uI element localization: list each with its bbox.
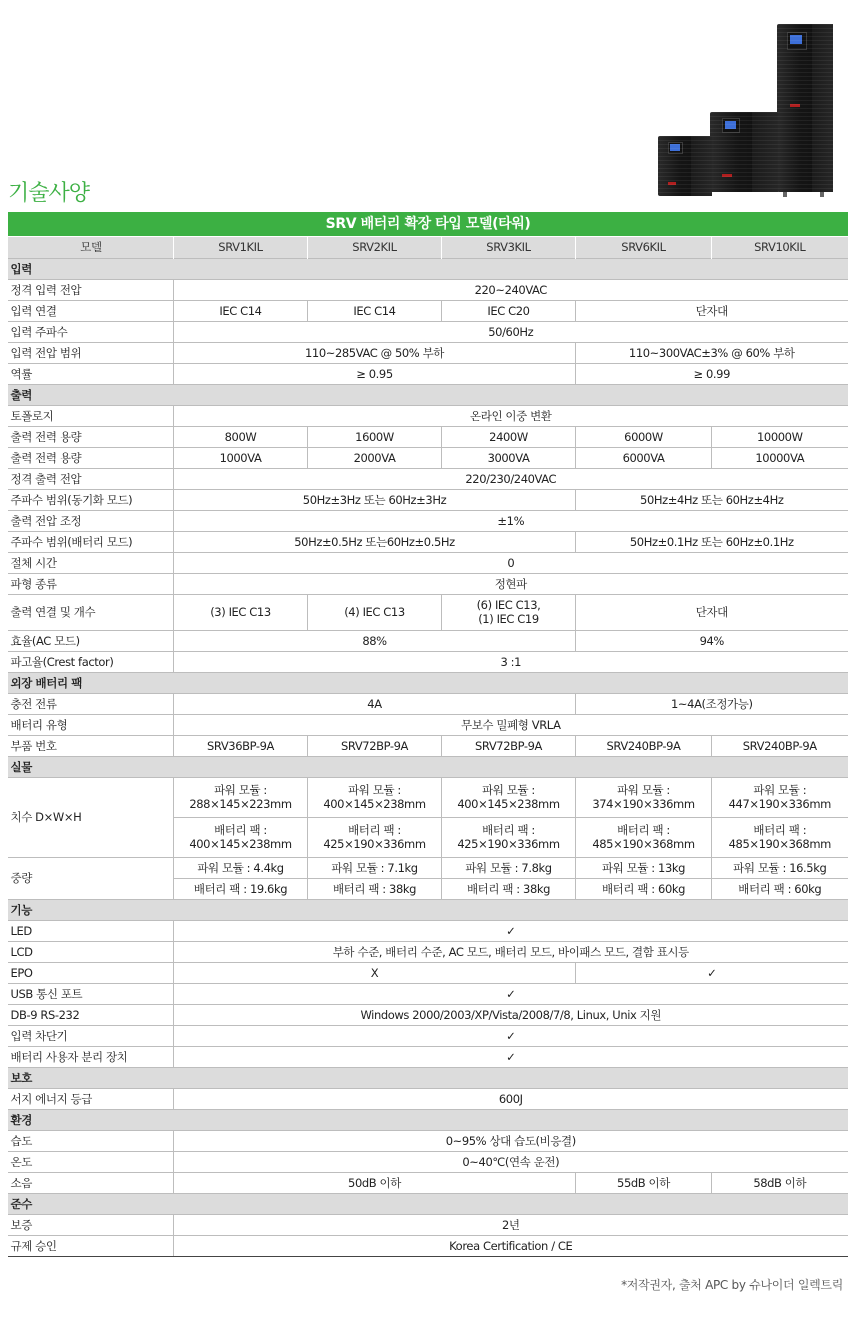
cell: 800W: [174, 426, 308, 447]
cell: 50Hz±0.1Hz 또는 60Hz±0.1Hz: [576, 531, 848, 552]
cell: (3) IEC C13: [174, 594, 308, 630]
cell: 배터리 팩 : 38kg: [442, 878, 576, 899]
cell: 파워 모듈 : 4.4kg: [174, 857, 308, 878]
cell-line: 배터리 팩 :: [753, 823, 807, 837]
row-label: 배터리 사용자 분리 장치: [8, 1046, 174, 1067]
section-row: [8, 384, 848, 405]
cell-line: 배터리 팩 :: [617, 823, 670, 837]
row-label: EPO: [8, 962, 174, 983]
header-cell: SRV3KIL: [442, 236, 576, 258]
cell: SRV240BP-9A: [576, 735, 712, 756]
row-label: 출력 전력 용량: [8, 447, 174, 468]
cell: 2000VA: [308, 447, 442, 468]
cell: 배터리 팩 : 60kg: [576, 878, 712, 899]
cell: 0~40℃(연속 운전): [174, 1151, 848, 1172]
cell: 단자대: [576, 594, 848, 630]
cell: 부하 수준, 배터리 수준, AC 모드, 배터리 모드, 바이패스 모드, 결함 표시등: [174, 941, 848, 962]
cell-multiline: [442, 594, 576, 630]
cell: IEC C14: [174, 300, 308, 321]
cell-line: (6) IEC C13,: [476, 598, 541, 612]
table-row: [8, 1235, 848, 1256]
row-label: 출력 전력 용량: [8, 426, 174, 447]
cell: SRV72BP-9A: [308, 735, 442, 756]
cell: 2년: [174, 1214, 848, 1235]
table-row: [8, 1172, 848, 1193]
table-row: [8, 1088, 848, 1109]
cell: 50dB 이하: [174, 1172, 576, 1193]
cell-line: 400×145×238mm: [457, 797, 560, 811]
check-icon: ✓: [576, 962, 848, 983]
table-row: [8, 279, 848, 300]
table-row: [8, 300, 848, 321]
cell: 1600W: [308, 426, 442, 447]
cell: 3 :1: [174, 651, 848, 672]
cell: 온라인 이중 변환: [174, 405, 848, 426]
cell: 110~285VAC @ 50% 부하: [174, 342, 576, 363]
row-label: 입력 전압 범위: [8, 342, 174, 363]
cell: 6000VA: [576, 447, 712, 468]
table-row: [8, 1214, 848, 1235]
product-image: [650, 20, 850, 200]
row-label: 서지 에너지 등급: [8, 1088, 174, 1109]
cell-line: 374×190×336mm: [592, 797, 695, 811]
cell: 배터리 팩 : 19.6kg: [174, 878, 308, 899]
cell-multiline: [576, 777, 712, 817]
cell-line: 485×190×368mm: [592, 837, 695, 851]
section-title: 보호: [8, 1067, 848, 1088]
cell: 10000VA: [712, 447, 848, 468]
cell-multiline: [442, 777, 576, 817]
header-cell: SRV2KIL: [308, 236, 442, 258]
cell: 110~300VAC±3% @ 60% 부하: [576, 342, 848, 363]
cell-line: 파워 모듈 :: [482, 783, 535, 797]
header-cell: SRV6KIL: [576, 236, 712, 258]
cell: 58dB 이하: [712, 1172, 848, 1193]
ups-tower-medium: [710, 112, 778, 192]
cell-line: 파워 모듈 :: [617, 783, 670, 797]
table-row: [8, 920, 848, 941]
table-row: [8, 426, 848, 447]
section-title: 입력: [8, 258, 848, 279]
cell: ≥ 0.99: [576, 363, 848, 384]
cell: 파워 모듈 : 13kg: [576, 857, 712, 878]
table-row: [8, 489, 848, 510]
cell-line: 파워 모듈 :: [348, 783, 401, 797]
table-row: [8, 1151, 848, 1172]
cell-line: (1) IEC C19: [478, 612, 539, 626]
table-row: [8, 941, 848, 962]
table-row: [8, 693, 848, 714]
check-icon: ✓: [174, 983, 848, 1004]
cell-multiline: [308, 777, 442, 817]
row-label: 출력 연결 및 개수: [8, 594, 174, 630]
table-row: [8, 510, 848, 531]
section-row: [8, 1193, 848, 1214]
table-row: [8, 735, 848, 756]
row-label: 토폴로지: [8, 405, 174, 426]
section-title: 준수: [8, 1193, 848, 1214]
cell: Korea Certification / CE: [174, 1235, 848, 1256]
cell-line: 400×145×238mm: [323, 797, 426, 811]
row-label: 입력 차단기: [8, 1025, 174, 1046]
row-label: LCD: [8, 941, 174, 962]
section-row: [8, 756, 848, 777]
row-label: 주파수 범위(동기화 모드): [8, 489, 174, 510]
table-row: [8, 1004, 848, 1025]
cell: 1000VA: [174, 447, 308, 468]
cell: 50Hz±4Hz 또는 60Hz±4Hz: [576, 489, 848, 510]
table-row: [8, 573, 848, 594]
section-title: 환경: [8, 1109, 848, 1130]
section-title: 외장 배터리 팩: [8, 672, 848, 693]
cell-line: 425×190×336mm: [323, 837, 426, 851]
cell: 600J: [174, 1088, 848, 1109]
cell-line: 447×190×336mm: [728, 797, 831, 811]
cell: 단자대: [576, 300, 848, 321]
cell: ≥ 0.95: [174, 363, 576, 384]
table-row: [8, 651, 848, 672]
header-cell: 모델: [8, 236, 174, 258]
cell-multiline: [442, 817, 576, 857]
cell-line: 400×145×238mm: [189, 837, 292, 851]
cell-line: 425×190×336mm: [457, 837, 560, 851]
cell: 10000W: [712, 426, 848, 447]
cell-line: 파워 모듈 :: [753, 783, 807, 797]
row-label: 충전 전류: [8, 693, 174, 714]
table-row: [8, 630, 848, 651]
cell-multiline: [174, 817, 308, 857]
cell: 50/60Hz: [174, 321, 848, 342]
cell: 1~4A(조정가능): [576, 693, 848, 714]
cell: SRV36BP-9A: [174, 735, 308, 756]
row-label: 파고율(Crest factor): [8, 651, 174, 672]
section-row: [8, 672, 848, 693]
cell-multiline: [712, 817, 848, 857]
cell: SRV72BP-9A: [442, 735, 576, 756]
table-row: [8, 363, 848, 384]
cell: SRV240BP-9A: [712, 735, 848, 756]
table-caption: SRV 배터리 확장 타입 모델(타워): [8, 212, 848, 236]
row-label: 파형 종류: [8, 573, 174, 594]
cell: 4A: [174, 693, 576, 714]
spec-table: [7, 212, 848, 1257]
row-label: 출력 전압 조정: [8, 510, 174, 531]
row-label: 효율(AC 모드): [8, 630, 174, 651]
row-label: 보증: [8, 1214, 174, 1235]
table-row: [8, 1046, 848, 1067]
check-icon: ✓: [174, 1025, 848, 1046]
row-label: 정격 입력 전압: [8, 279, 174, 300]
cell: 3000VA: [442, 447, 576, 468]
row-label: 정격 출력 전압: [8, 468, 174, 489]
cell: 무보수 밀폐형 VRLA: [174, 714, 848, 735]
row-label: 온도: [8, 1151, 174, 1172]
table-row: [8, 321, 848, 342]
row-label: LED: [8, 920, 174, 941]
row-label: 규제 승인: [8, 1235, 174, 1256]
cell: 50Hz±0.5Hz 또는60Hz±0.5Hz: [174, 531, 576, 552]
cell: 55dB 이하: [576, 1172, 712, 1193]
cell-line: 배터리 팩 :: [348, 823, 401, 837]
cell-line: 288×145×223mm: [189, 797, 292, 811]
cell-line: 배터리 팩 :: [482, 823, 535, 837]
cell: Windows 2000/2003/XP/Vista/2008/7/8, Linux, Unix 지원: [174, 1004, 848, 1025]
table-row: [8, 983, 848, 1004]
row-label: 역률: [8, 363, 174, 384]
table-header-row: [8, 236, 848, 258]
table-row: [8, 342, 848, 363]
row-label: 부품 번호: [8, 735, 174, 756]
cell-multiline: [576, 817, 712, 857]
cell: IEC C14: [308, 300, 442, 321]
table-row: [8, 531, 848, 552]
cell-multiline: [174, 777, 308, 817]
cell: 파워 모듈 : 7.8kg: [442, 857, 576, 878]
header-cell: SRV1KIL: [174, 236, 308, 258]
ups-tower-small: [658, 136, 712, 196]
cell: 6000W: [576, 426, 712, 447]
cell: 정현파: [174, 573, 848, 594]
row-label: 중량: [8, 857, 174, 899]
table-row: [8, 714, 848, 735]
cell: 50Hz±3Hz 또는 60Hz±3Hz: [174, 489, 576, 510]
cell-multiline: [308, 817, 442, 857]
table-row: [8, 857, 848, 878]
cell: 88%: [174, 630, 576, 651]
section-title: 실물: [8, 756, 848, 777]
row-label: 주파수 범위(배터리 모드): [8, 531, 174, 552]
row-label: 소음: [8, 1172, 174, 1193]
copyright-footnote: *저작권자, 출처 APC by 슈나이더 일렉트릭: [621, 1278, 843, 1292]
cell: (4) IEC C13: [308, 594, 442, 630]
table-row: [8, 962, 848, 983]
row-label: 치수 D×W×H: [8, 777, 174, 857]
cell: 2400W: [442, 426, 576, 447]
cell: 220~240VAC: [174, 279, 848, 300]
cell: IEC C20: [442, 300, 576, 321]
section-row: [8, 1109, 848, 1130]
section-row: [8, 1067, 848, 1088]
ups-tower-large: [777, 24, 833, 192]
check-icon: ✓: [174, 920, 848, 941]
cell-line: 배터리 팩 :: [214, 823, 267, 837]
cell-multiline: [712, 777, 848, 817]
cell: 파워 모듈 : 7.1kg: [308, 857, 442, 878]
table-row: [8, 777, 848, 817]
cell: 배터리 팩 : 60kg: [712, 878, 848, 899]
cell: X: [174, 962, 576, 983]
row-label: 습도: [8, 1130, 174, 1151]
check-icon: ✓: [174, 1046, 848, 1067]
row-label: 배터리 유형: [8, 714, 174, 735]
table-caption-row: [8, 212, 848, 236]
table-row: [8, 552, 848, 573]
row-label: 절체 시간: [8, 552, 174, 573]
row-label: DB-9 RS-232: [8, 1004, 174, 1025]
section-title: 출력: [8, 384, 848, 405]
table-row: [8, 447, 848, 468]
cell: 파워 모듈 : 16.5kg: [712, 857, 848, 878]
cell: 94%: [576, 630, 848, 651]
table-row: [8, 1025, 848, 1046]
section-title: 기능: [8, 899, 848, 920]
cell: ±1%: [174, 510, 848, 531]
cell-line: 파워 모듈 :: [214, 783, 267, 797]
table-row: [8, 405, 848, 426]
section-row: [8, 258, 848, 279]
cell: 0: [174, 552, 848, 573]
row-label: USB 통신 포트: [8, 983, 174, 1004]
cell: 배터리 팩 : 38kg: [308, 878, 442, 899]
row-label: 입력 연결: [8, 300, 174, 321]
page-title: 기술사양: [8, 181, 90, 206]
header-cell: SRV10KIL: [712, 236, 848, 258]
table-row: [8, 468, 848, 489]
cell: 220/230/240VAC: [174, 468, 848, 489]
table-row: [8, 594, 848, 630]
table-row: [8, 1130, 848, 1151]
cell-line: 485×190×368mm: [728, 837, 831, 851]
row-label: 입력 주파수: [8, 321, 174, 342]
cell: 0~95% 상대 습도(비응결): [174, 1130, 848, 1151]
section-row: [8, 899, 848, 920]
